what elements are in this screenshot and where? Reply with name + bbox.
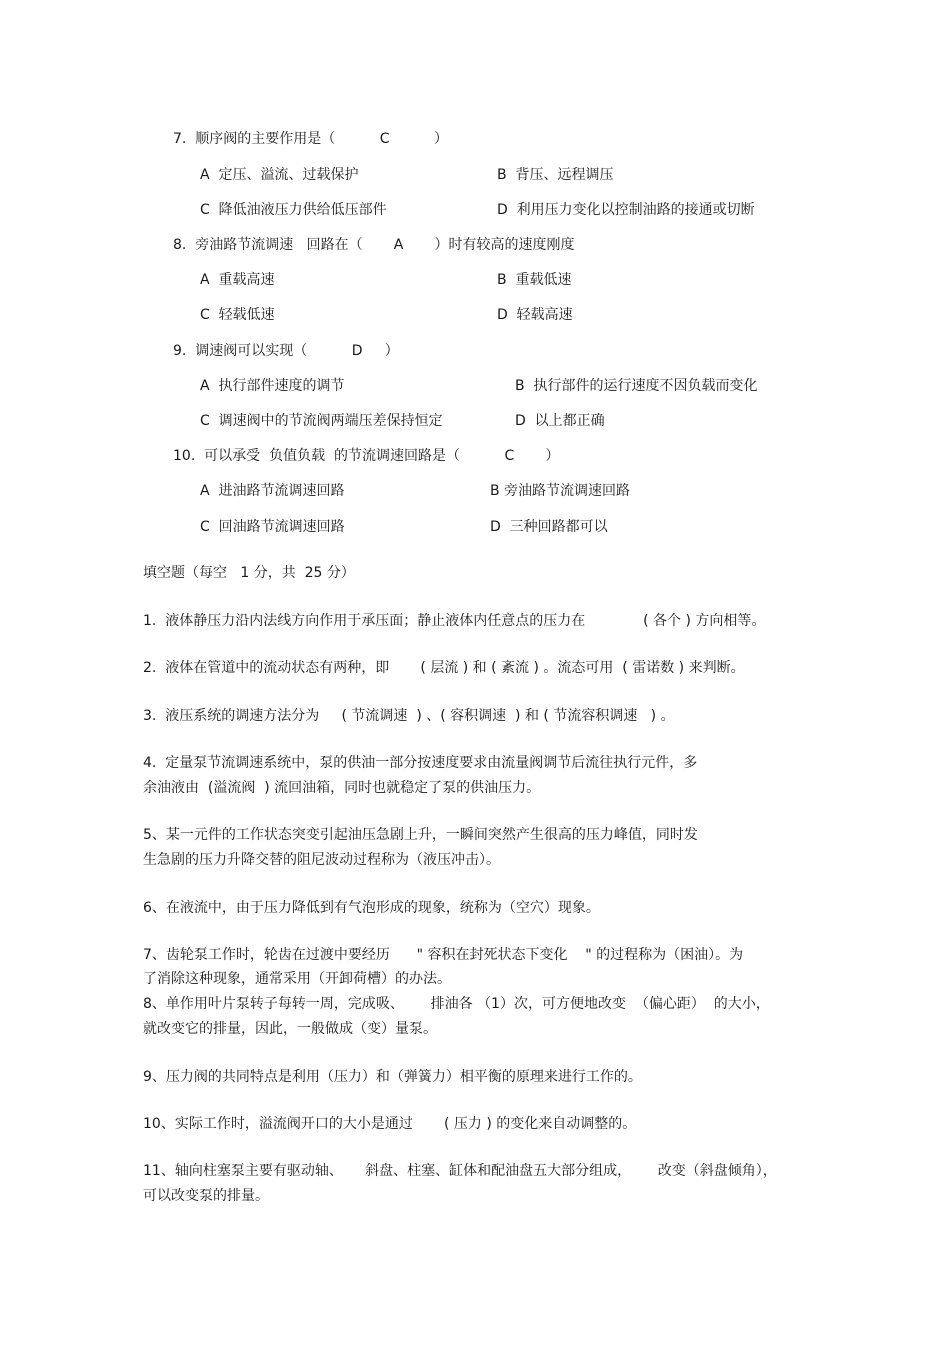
fill-item-10: 10、实际工作时，溢流阀开口的大小是通过 ( 压力 ) 的变化来自动调整的。 (143, 1116, 637, 1132)
q9-option-c: C 调速阀中的节流阀两端压差保持恒定 (200, 413, 443, 429)
q7-option-c: C 降低油液压力供给低压部件 (200, 202, 387, 218)
q10-option-b: B 旁油路节流调速回路 (490, 483, 631, 499)
fill-item-6: 6、在液流中，由于压力降低到有气泡形成的现象，统称为（空穴）现象。 (143, 900, 600, 916)
q7-option-b: B 背压、远程调压 (497, 167, 614, 183)
fill-item-3: 3. 液压系统的调速方法分为 ( 节流调速 ) 、( 容积调速 ) 和 ( 节流容积调速 ) 。 (143, 708, 675, 724)
q10-option-d: D 三种回路都可以 (490, 519, 608, 535)
fill-item-7-line-2: 了消除这种现象，通常采用（开卸荷槽）的办法。 (143, 971, 451, 987)
fill-item-5-line-2: 生急剧的压力升降交替的阻尼波动过程称为（液压冲击）。 (143, 852, 500, 868)
fill-item-11-line-1: 11、轴向柱塞泵主要有驱动轴、 斜盘、柱塞、缸体和配油盘五大部分组成， 改变（斜盘倾角）， (143, 1163, 777, 1179)
fill-item-7-line-1: 7、齿轮泵工作时，轮齿在过渡中要经历 " 容积在封死状态下变化 " 的过程称为（困油）。为 (143, 947, 744, 963)
fill-item-4-line-1: 4. 定量泵节流调速系统中，泵的供油一部分按速度要求由流量阀调节后流往执行元件，多 (143, 755, 698, 771)
q8-option-c: C 轻载低速 (200, 307, 275, 323)
q8-option-b: B 重载低速 (497, 272, 572, 288)
q8-option-d: D 轻载高速 (497, 307, 573, 323)
q9-option-b: B 执行部件的运行速度不因负载而变化 (515, 378, 758, 394)
q8-option-a: A 重载高速 (200, 272, 275, 288)
fill-item-1: 1. 液体静压力沿内法线方向作用于承压面；静止液体内任意点的压力在 ( 各个 ) 方向相等。 (143, 613, 766, 629)
q10-option-c: C 回油路节流调速回路 (200, 519, 345, 535)
q7-option-a: A 定压、溢流、过载保护 (200, 167, 359, 183)
q9-option-a: A 执行部件速度的调节 (200, 378, 345, 394)
question-9: 9. 调速阀可以实现（ D ） (173, 343, 399, 359)
question-8: 8. 旁油路节流调速 回路在（ A ）时有较高的速度刚度 (173, 237, 575, 253)
q10-option-a: A 进油路节流调速回路 (200, 483, 345, 499)
fill-item-2: 2. 液体在管道中的流动状态有两种，即 ( 层流 ) 和 ( 紊流 ) 。流态可用 ( 雷诺数 ) 来判断。 (143, 660, 745, 676)
fill-item-9: 9、压力阀的共同特点是利用（压力）和（弹簧力）相平衡的原理来进行工作的。 (143, 1069, 642, 1085)
fill-item-11-line-2: 可以改变泵的排量。 (143, 1188, 269, 1204)
fill-item-5-line-1: 5、某一元件的工作状态突变引起油压急剧上升，一瞬间突然产生很高的压力峰值，同时发 (143, 827, 698, 843)
q9-option-d: D 以上都正确 (515, 413, 605, 429)
question-7: 7. 顺序阀的主要作用是（ C ） (173, 131, 449, 147)
fill-item-8-line-2: 就改变它的排量，因此，一般做成（变）量泵。 (143, 1021, 437, 1037)
question-10: 10. 可以承受 负值负载 的节流调速回路是（ C ） (173, 448, 560, 464)
fill-section-title: 填空题（每空 1 分，共 25 分） (143, 565, 355, 581)
fill-item-4-line-2: 余油液由 (溢流阀 ) 流回油箱，同时也就稳定了泵的供油压力。 (143, 780, 541, 796)
q7-option-d: D 利用压力变化以控制油路的接通或切断 (497, 202, 755, 218)
fill-item-8-line-1: 8、单作用叶片泵转子每转一周，完成吸、 排油各 （1）次，可方便地改变 （偏心距） 的大小， (143, 996, 770, 1012)
